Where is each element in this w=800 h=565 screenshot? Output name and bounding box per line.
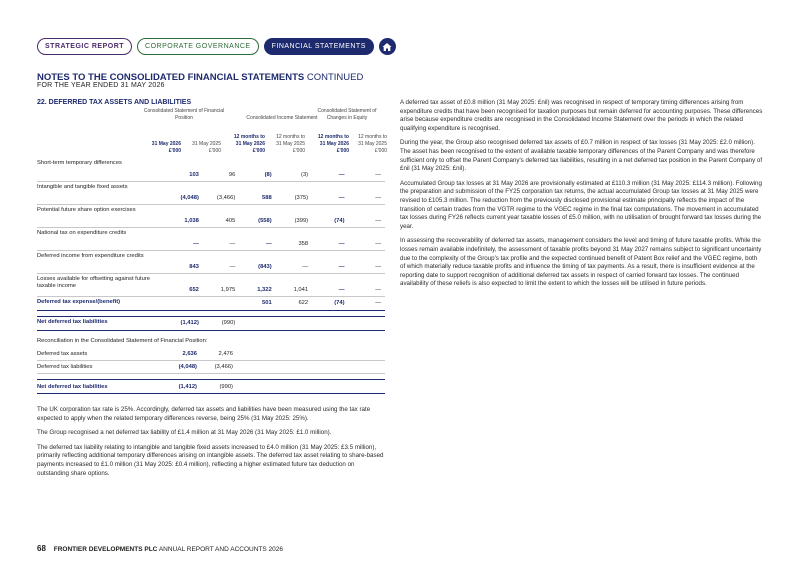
cell: 501: [239, 296, 275, 310]
paragraph: Accumulated Group tax losses at 31 May 2026 are provisionally estimated at £110.3 million (31 May 2025: £114.3 million). Following the preparation and submission of the FY25 corporation tax returns, the actual accumulated Group tax losses at 31 May 2025 were revised to £105.3 million. The reduction from the previously disclosed provisional estimate principally reflects the impact of the transition of certain trades from the VGTR regime to the VGEC regime in the final tax computations. The movement in accumulated tax losses during FY26 reflects current year taxable losses of £5.0 million, with no utilisation of brought forward tax losses during the year.: [400, 179, 762, 230]
table-row: [37, 204, 385, 227]
cell: 2,476: [201, 348, 237, 361]
paragraph: The UK corporation tax rate is 25%. Accordingly, deferred tax assets and liabilities have been measured using the tax rate expected to apply when the related temporary differences reverse, being 25% (31 May 2025: 25%).: [37, 406, 371, 422]
cell: —: [312, 273, 348, 296]
cell: —: [349, 227, 385, 250]
row-label: Deferred tax assets: [37, 348, 165, 361]
report-name: ANNUAL REPORT AND ACCOUNTS 2026: [158, 546, 283, 553]
cell: 843: [166, 250, 202, 273]
reconciliation-table: [37, 335, 385, 395]
cell: 588: [239, 181, 275, 204]
table-row: [37, 380, 385, 394]
row-label: Deferred tax expense/(benefit): [37, 296, 166, 310]
cell: —: [203, 227, 239, 250]
cell: 622: [276, 296, 312, 310]
page-title-continued: CONTINUED: [306, 72, 364, 83]
home-button[interactable]: [379, 38, 396, 55]
cell: —: [312, 158, 348, 181]
cell: —: [166, 227, 202, 250]
row-label: Intangible and tangible fixed assets: [37, 181, 166, 204]
cell: 96: [203, 158, 239, 181]
cell: 358: [276, 227, 312, 250]
cell: —: [312, 250, 348, 273]
cell: —: [349, 273, 385, 296]
nav-financial-statements[interactable]: FINANCIAL STATEMENTS: [264, 38, 374, 55]
col-head-6: 12 months to 31 May 2025 £'000: [358, 134, 387, 154]
cell: (990): [201, 380, 237, 394]
cell: 1,322: [239, 273, 275, 296]
cell: (3,466): [203, 181, 239, 204]
table-row: [37, 227, 385, 250]
cell: 1,975: [203, 273, 239, 296]
row-label: Deferred income from expenditure credits: [37, 250, 166, 273]
right-body-text: [400, 99, 763, 295]
cell: (375): [276, 181, 312, 204]
table-row: [37, 250, 385, 273]
page-title-text: NOTES TO THE CONSOLIDATED FINANCIAL STATEMENTS: [37, 72, 305, 83]
row-label: Deferred tax liabilities: [37, 361, 165, 374]
cell: 652: [166, 273, 202, 296]
row-label: Net deferred tax liabilities: [37, 380, 165, 394]
group-income-statement: Consolidated Income Statement: [246, 115, 318, 121]
table-row: [37, 181, 385, 204]
cell: 2,636: [165, 348, 201, 361]
cell: —: [276, 250, 312, 273]
cell: 103: [166, 158, 202, 181]
table-row: [37, 335, 385, 348]
col-head-1: 31 May 2026 £'000: [151, 141, 181, 154]
cell: (990): [203, 316, 239, 330]
row-label: Short-term temporary differences: [37, 158, 166, 181]
cell: (4,048): [165, 361, 201, 374]
cell: (4,048): [166, 181, 202, 204]
col-head-4: 12 months to 31 May 2025 £'000: [276, 134, 305, 154]
row-label: Losses available for offsetting against future taxable income: [37, 273, 166, 296]
table-row: [37, 158, 385, 181]
cell: (1,412): [166, 316, 202, 330]
paragraph: The Group recognised a net deferred tax liability of £1.4 million at 31 May 2026 (31 May 2025: £1.0 million).: [37, 429, 332, 437]
cell: —: [203, 250, 239, 273]
paragraph: The deferred tax liability relating to intangible and tangible fixed assets increased to £4.0 million (31 May 2025: £3.5 million), primarily reflecting additional temporary differences arising on intangible assets. The deferred tax asset relating to share-based payments increased to £1.0 million (31 May 2025: £0.4 million), reflecting a higher estimated future tax deduction on outstanding share options.: [37, 443, 384, 477]
cell: (74): [312, 296, 348, 310]
col-head-2: 31 May 2025 £'000: [192, 141, 221, 154]
nav-corporate-governance[interactable]: CORPORATE GOVERNANCE: [137, 38, 259, 55]
cell: (399): [276, 204, 312, 227]
table-row: [37, 273, 385, 296]
cell: —: [349, 181, 385, 204]
table-row: [37, 316, 385, 330]
cell: —: [349, 250, 385, 273]
cell: (3,466): [201, 361, 237, 374]
cell: (558): [239, 204, 275, 227]
table-row: [37, 361, 385, 374]
cell: —: [349, 296, 385, 310]
cell: (1,412): [165, 380, 201, 394]
group-financial-position: Consolidated Statement of Financial Position: [143, 108, 225, 121]
paragraph: During the year, the Group also recognised deferred tax assets of £0.7 million in respect of tax losses (31 May 2025: £2.0 million). The asset has been recognised to the extent of available taxable temporary differences of the Parent Company and was therefore sufficient only to offset the Parent Company's deferred tax liabilities, resulting in a net deferred tax position in the Parent Company of £nil (31 May 2025: £nil).: [400, 139, 763, 173]
page-subtitle: FOR THE YEAR ENDED 31 MAY 2026: [37, 82, 165, 89]
paragraph: A deferred tax asset of £0.8 million (31 May 2025: £nil) was recognised in respect of temporary timing differences arising from expenditure credits that have been recognised for taxation purposes but remain deferred for accounting purposes. These differences arise because expenditure credits are recognised in the Consolidated Income Statement over the periods in which the related qualifying expenditure is recognised.: [400, 99, 763, 132]
cell: (74): [312, 204, 348, 227]
nav-strategic-report[interactable]: STRATEGIC REPORT: [37, 38, 132, 55]
paragraph: In assessing the recoverability of deferred tax assets, management considers the level and timing of future taxable profits. While the losses remain available indefinitely, the assessment of taxable profits beyond 31 May 2027 remains subject to significant uncertainty due to the complexity of the Group's tax profile and the expected continued benefit of Patent Box relief and the VGEC regime, both of which materially reduce taxable profits and influence the timing of tax payments. As a result, there is insufficient evidence at the reporting date to support recognition of additional deferred tax assets in respect of carried forward tax losses. The continued availability of these reliefs is also expected to limit the extent to which the losses will be utilised in future periods.: [400, 237, 762, 288]
cell: (843): [239, 250, 275, 273]
cell: —: [239, 227, 275, 250]
page-number: 68: [37, 544, 46, 553]
company-name: FRONTIER DEVELOPMENTS PLC: [53, 546, 158, 553]
row-label: National tax on expenditure credits: [37, 227, 166, 250]
cell: —: [349, 158, 385, 181]
cell: —: [312, 181, 348, 204]
deferred-tax-note: [37, 99, 385, 394]
column-groups: [37, 108, 385, 128]
page-footer: [37, 544, 283, 553]
left-body-text: [37, 406, 385, 484]
cell: —: [349, 204, 385, 227]
row-label: Potential future share option exercises: [37, 204, 166, 227]
cell: 1,041: [276, 273, 312, 296]
cell: (8): [239, 158, 275, 181]
row-label: Net deferred tax liabilities: [37, 316, 166, 330]
deferred-tax-table: [37, 158, 385, 331]
section-nav: [37, 38, 396, 55]
cell: 1,038: [166, 204, 202, 227]
table-row: [37, 296, 385, 310]
section-title: 22. DEFERRED TAX ASSETS AND LIABILITIES: [37, 99, 192, 106]
cell: (3): [276, 158, 312, 181]
col-head-3: 12 months to 31 May 2026 £'000: [233, 134, 265, 154]
group-changes-equity: Consolidated Statement of Changes in Equity: [317, 108, 377, 121]
table-row: [37, 348, 385, 361]
cell: 405: [203, 204, 239, 227]
column-headers: [37, 134, 385, 158]
col-head-5: 12 months to 31 May 2026 £'000: [317, 134, 349, 154]
home-icon: [382, 42, 392, 52]
recon-intro: Reconciliation in the Consolidated Statement of Financial Position:: [37, 338, 208, 344]
cell: —: [312, 227, 348, 250]
